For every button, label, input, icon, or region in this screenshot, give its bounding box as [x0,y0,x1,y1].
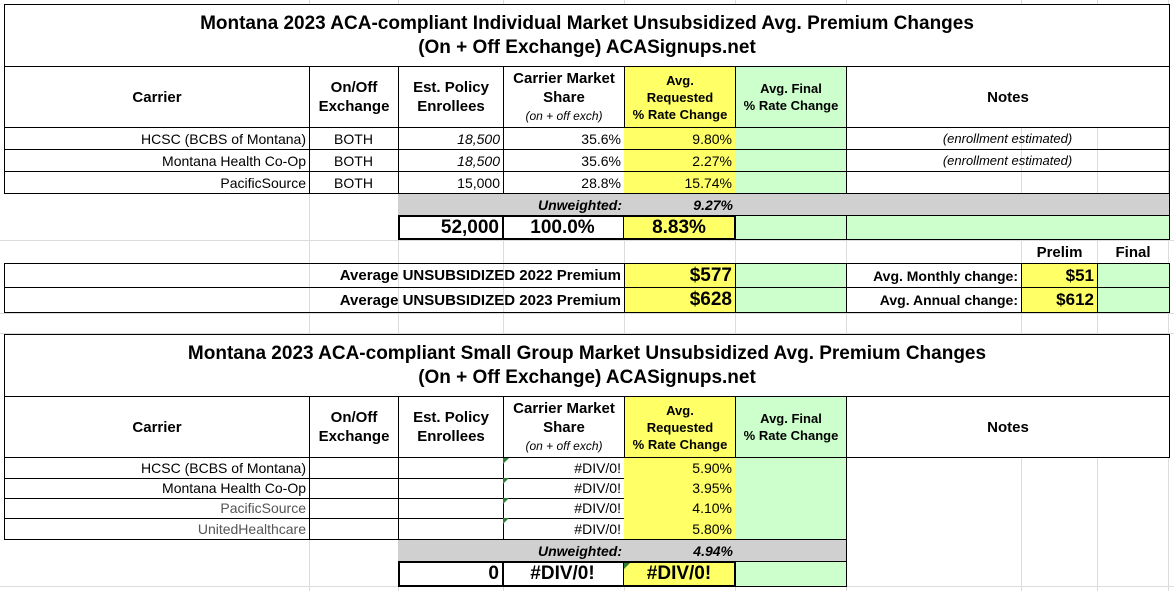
table-row-enrollees[interactable] [398,458,504,479]
error-indicator-icon [503,458,509,464]
individual-total-share[interactable]: 100.0% [502,215,625,240]
table-row-exchange[interactable]: BOTH [309,150,399,172]
table-row-notes[interactable] [846,172,1170,194]
gridline [0,313,1174,314]
small-group-header-notes [846,396,1170,458]
table-row-carrier[interactable]: Montana Health Co-Op [4,150,310,172]
gridline [0,240,1174,241]
table-row-exchange[interactable] [309,518,399,540]
individual-header-requested [624,66,736,128]
header-final-line2: % Rate Change [743,428,839,443]
header-req-line3: % Rate Change [632,436,728,452]
table-row-exchange[interactable] [309,498,399,519]
table-row-carrier[interactable]: Montana Health Co-Op [4,478,310,499]
table-row-notes[interactable]: (enrollment estimated) [846,150,1170,172]
table-row-carrier[interactable]: PacificSource [4,172,310,194]
header-final-line1: Avg. Final [760,81,822,96]
table-row-share[interactable]: 35.6% [503,150,625,172]
share-value: #DIV/0! [574,480,621,496]
monthly-change-label: Avg. Monthly change: [846,263,1022,288]
table-row-share[interactable] [503,458,625,479]
small-group-unweighted-value[interactable]: 4.94% [624,540,736,562]
individual-header-final [735,66,847,128]
weighted-value-text: #DIV/0! [646,563,712,584]
final-header: Final [1115,243,1151,261]
header-est-line2: Enrollees [417,98,485,115]
monthly-change-final [1097,263,1170,288]
header-req-line2: Requested [646,419,714,435]
individual-title-line1: Montana 2023 ACA-compliant Individual Market Unsubsidized Avg. Premium Changes [200,12,974,34]
table-row-share[interactable] [503,498,625,519]
header-share-line3: (on + off exch) [525,438,603,453]
table-row-final[interactable] [735,458,847,479]
header-notes-text: Notes [987,418,1029,436]
premium-2022-value[interactable]: $577 [624,263,736,288]
table-row-exchange[interactable] [309,458,399,479]
header-share-line1: Carrier Market [513,69,615,87]
table-row-enrollees[interactable]: 15,000 [398,172,504,194]
prelim-header: Prelim [1036,243,1083,261]
small-group-unweighted-label: Unweighted: [398,540,625,562]
individual-title-line2: (On + Off Exchange) ACASignups.net [418,36,756,58]
table-row-requested[interactable]: 15.74% [624,172,736,194]
table-row-exchange[interactable] [309,478,399,499]
header-final-line1: Avg. Final [760,411,822,426]
individual-header-notes [846,66,1170,128]
table-row-share[interactable] [503,478,625,499]
small-group-total-share[interactable]: #DIV/0! [502,561,625,587]
premium-2023-label: Average UNSUBSIDIZED 2023 Premium [4,287,625,313]
small-group-title [4,334,1170,397]
table-row-requested[interactable]: 5.80% [624,518,736,540]
table-row-enrollees[interactable] [398,478,504,499]
table-row-requested[interactable]: 5.90% [624,458,736,479]
individual-weighted-final [735,215,847,240]
header-req-line3: % Rate Change [632,106,728,122]
share-value: #DIV/0! [574,500,621,516]
premium-2023-value[interactable]: $628 [624,287,736,313]
header-carrier-text: Carrier [132,88,182,106]
individual-weighted-value[interactable]: 8.83% [624,215,736,240]
table-row-enrollees[interactable] [398,498,504,519]
table-row-requested[interactable]: 3.95% [624,478,736,499]
header-onoff-line1: On/Off [330,409,378,426]
table-row-share[interactable] [503,518,625,540]
table-row-final[interactable] [735,518,847,540]
error-indicator-icon [503,518,509,524]
table-row-carrier[interactable]: HCSC (BCBS of Montana) [4,128,310,150]
individual-unweighted-notes [846,194,1170,216]
header-req-line1: Avg. [666,402,694,418]
header-share-line2: Share [543,418,585,436]
header-onoff-line2: Exchange [318,98,390,115]
individual-unweighted-label: Unweighted: [398,194,625,216]
individual-header-share [503,66,625,128]
individual-header-exchange [309,66,399,128]
table-row-enrollees[interactable] [398,518,504,540]
table-row-final[interactable] [735,478,847,499]
small-group-header-carrier [4,396,310,458]
table-row-final[interactable] [735,498,847,519]
table-row-notes[interactable]: (enrollment estimated) [846,128,1170,150]
small-group-header-requested [624,396,736,458]
individual-unweighted-value[interactable]: 9.27% [624,194,736,216]
share-value: #DIV/0! [574,520,621,537]
error-indicator-icon [624,563,630,569]
small-group-header-share [503,396,625,458]
header-req-line1: Avg. [666,72,694,88]
individual-header-enrollees [398,66,504,128]
header-share-line1: Carrier Market [513,399,615,417]
header-est-line1: Est. Policy [413,79,489,96]
small-group-header-enrollees [398,396,504,458]
header-share-line2: Share [543,88,585,106]
table-row-requested[interactable]: 4.10% [624,498,736,519]
table-row-final[interactable] [735,128,847,150]
small-group-total-enrollees[interactable]: 0 [398,561,504,587]
table-row-carrier[interactable]: UnitedHealthcare [4,518,310,540]
small-group-header-final [735,396,847,458]
error-indicator-icon [503,478,509,484]
monthly-change-value[interactable]: $51 [1021,263,1098,288]
table-row-final[interactable] [735,172,847,194]
annual-change-value[interactable]: $612 [1021,287,1098,313]
individual-title [4,4,1170,67]
table-row-enrollees[interactable]: 18,500 [398,128,504,150]
small-group-header-exchange [309,396,399,458]
table-row-requested[interactable]: 2.27% [624,150,736,172]
premium-2023-final [735,287,847,313]
share-value: #DIV/0! [574,460,621,476]
error-indicator-icon [503,498,509,504]
table-row-exchange[interactable]: BOTH [309,128,399,150]
individual-unweighted-final [735,194,847,216]
small-group-weighted-value[interactable] [624,561,736,587]
individual-header-carrier [4,66,310,128]
table-row-enrollees[interactable]: 18,500 [398,150,504,172]
small-group-weighted-final [735,561,847,587]
premium-2022-final [735,263,847,288]
header-est-line1: Est. Policy [413,409,489,426]
small-group-unweighted-final [735,540,847,562]
small-group-title-line2: (On + Off Exchange) ACASignups.net [418,366,756,388]
header-carrier-text: Carrier [132,418,182,436]
header-est-line2: Enrollees [417,428,485,445]
header-onoff-line2: Exchange [318,428,390,445]
table-row-requested[interactable]: 9.80% [624,128,736,150]
individual-weighted-notes [846,215,1170,240]
header-share-line3: (on + off exch) [525,108,603,123]
header-final-line2: % Rate Change [743,98,839,113]
table-row-exchange[interactable]: BOTH [309,172,399,194]
premium-2022-label: Average UNSUBSIDIZED 2022 Premium [4,263,625,288]
annual-change-final [1097,287,1170,313]
individual-total-enrollees[interactable]: 52,000 [398,215,504,240]
annual-change-label: Avg. Annual change: [846,287,1022,313]
small-group-title-line1: Montana 2023 ACA-compliant Small Group Market Unsubsidized Avg. Premium Changes [187,342,987,364]
header-notes-text: Notes [987,88,1029,106]
table-row-carrier[interactable]: HCSC (BCBS of Montana) [4,458,310,479]
table-row-carrier[interactable]: PacificSource [4,498,310,519]
table-row-share[interactable]: 35.6% [503,128,625,150]
header-req-line2: Requested [646,89,714,105]
table-row-share[interactable]: 28.8% [503,172,625,194]
header-onoff-line1: On/Off [330,79,378,96]
table-row-final[interactable] [735,150,847,172]
